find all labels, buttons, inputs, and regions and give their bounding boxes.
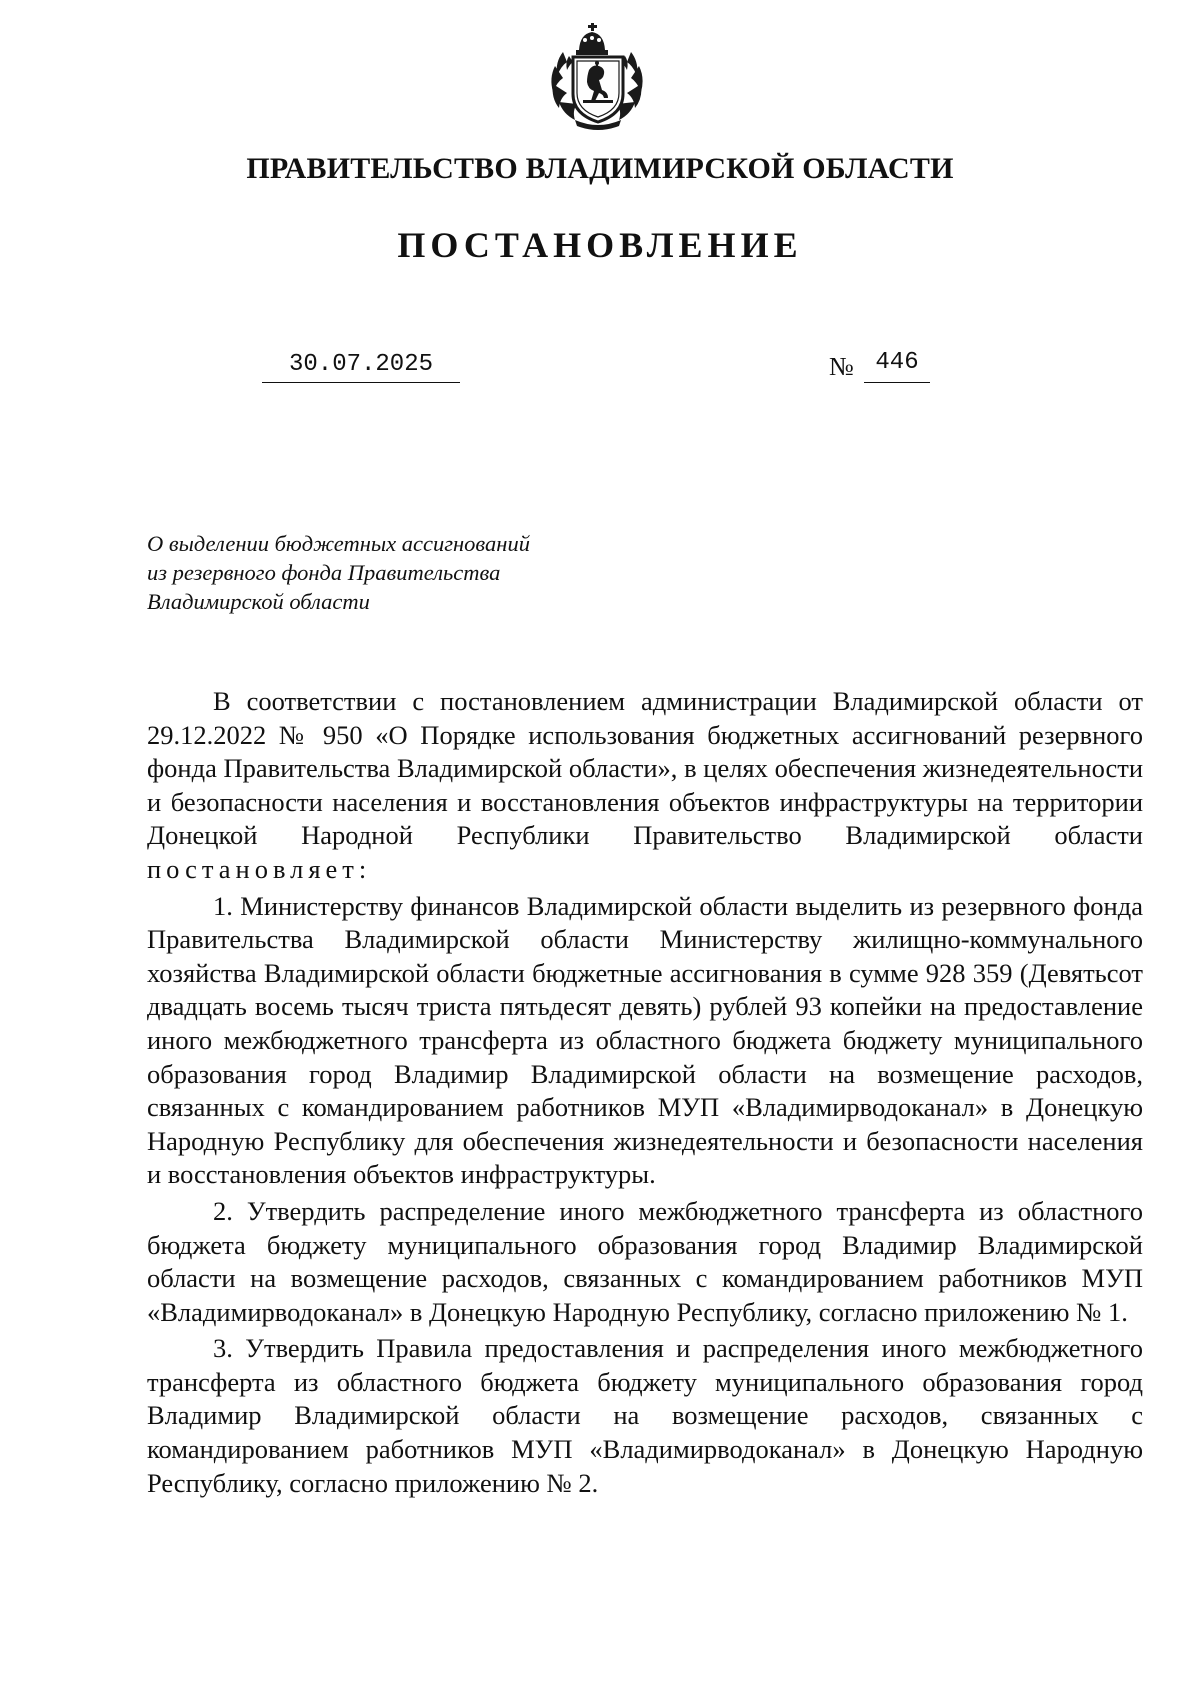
subject-line: из резервного фонда Правительства — [147, 560, 501, 585]
preamble-paragraph — [147, 685, 1143, 887]
decree-word: постановляет: — [147, 853, 372, 884]
document-date: 30.07.2025 — [262, 350, 460, 383]
coat-of-arms-emblem — [545, 22, 651, 130]
document-subject — [147, 529, 647, 616]
document-type-title: ПОСТАНОВЛЕНИЕ — [397, 225, 803, 265]
subject-line: Владимирской области — [147, 589, 370, 614]
subject-line: О выделении бюджетных ассигнований — [147, 531, 530, 556]
preamble-text: В соответствии с постановлением администрации Владимирской области от 29.12.2022 № 950 «О Порядке использования бюджетных ассигнований резервного фонда Правительства Владимирской области», в целях обеспечения жизнедеятельности и безопасности населения и восстановления объектов инфраструктуры на территории Донецкой Народной Республики Правительство Владимирской области — [147, 686, 1143, 851]
number-sign: № — [829, 352, 854, 381]
item-paragraph-3: 3. Утвердить Правила предоставления и распределения иного межбюджетного трансферта из областного бюджета бюджету муниципального образования город Владимир Владимирской области на возмещение расходов, связанных с командированием работников МУП «Владимирводоканал» в Донецкую Народную Республику, согласно приложению № 2. — [147, 1333, 1143, 1498]
item-paragraph-2: 2. Утвердить распределение иного межбюджетного трансферта из областного бюджета бюджету муниципального образования город Владимир Владимирской области на возмещение расходов, связанных с командированием работников МУП «Владимирводоканал» в Донецкую Народную Республику, согласно приложению № 1. — [147, 1195, 1143, 1327]
document-body — [147, 685, 1143, 1500]
document-number: 446 — [864, 348, 930, 383]
organization-title: ПРАВИТЕЛЬСТВО ВЛАДИМИРСКОЙ ОБЛАСТИ — [246, 152, 954, 185]
item-paragraph-1: 1. Министерству финансов Владимирской области выделить из резервного фонда Правительства Владимирской области Министерству жилищно-коммунального хозяйства Владимирской области бюджетные ассигнования в сумме 928 359 (Девятьсот двадцать восемь тысяч триста пятьдесят девять) рублей 93 копейки на предоставление иного межбюджетного трансферта из областного бюджета бюджету муниципального образования город Владимир Владимирской области на возмещение расходов, связанных с командированием работников МУП «Владимирводоканал» в Донецкую Народную Республику для обеспечения жизнедеятельности и безопасности населения и восстановления объектов инфраструктуры. — [147, 890, 1143, 1190]
